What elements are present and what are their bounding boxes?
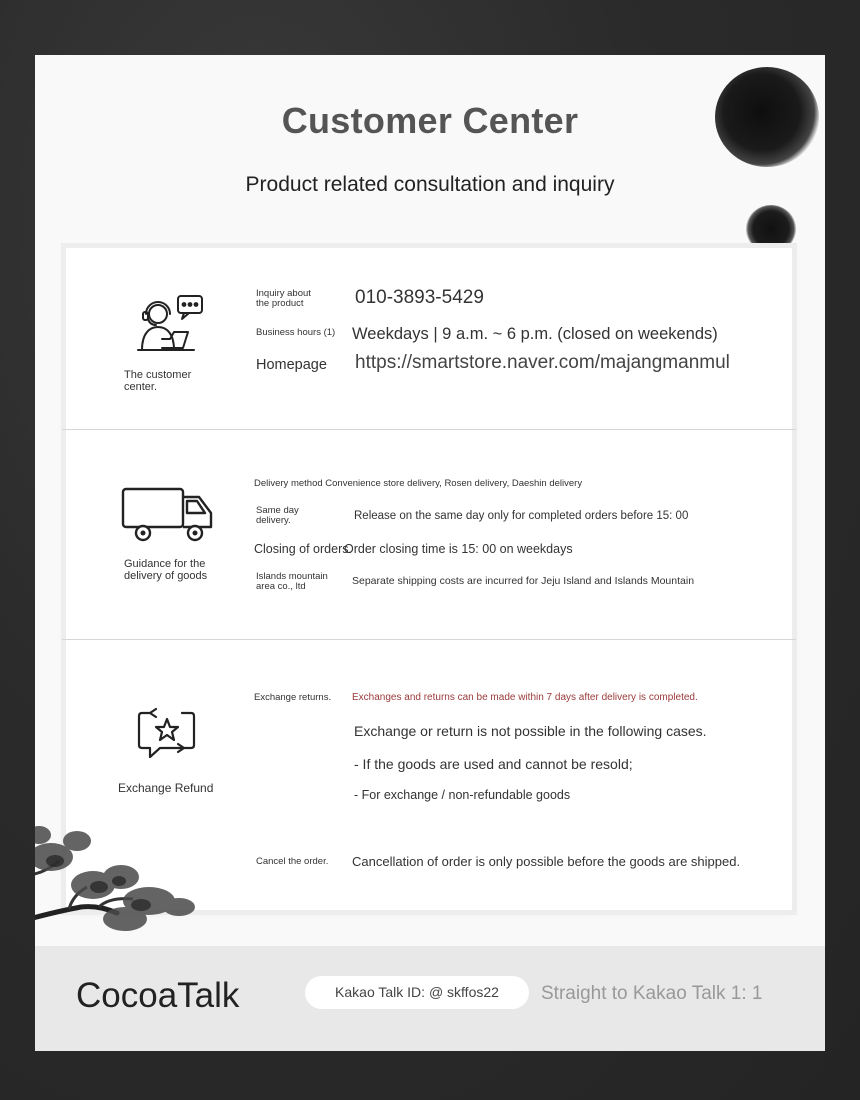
cancel-order-label: Cancel the order.	[256, 856, 329, 867]
same-day-delivery-value: Release on the same day only for completed orders before 15: 00	[354, 510, 689, 522]
page-title: Customer Center	[281, 100, 579, 141]
delivery-truck-icon	[121, 487, 213, 543]
return-exclusion-item: - For exchange / non-refundable goods	[354, 788, 571, 802]
exchange-refund-label: Exchange Refund	[118, 781, 214, 795]
kakao-direct-link[interactable]: Straight to Kakao Talk 1: 1	[541, 983, 763, 1004]
customer-center-label: The customer center.	[124, 369, 192, 393]
section-divider	[62, 429, 796, 430]
islands-area-value: Separate shipping costs are incurred for Jeju Island and Islands Mountain	[352, 575, 695, 587]
business-hours-label: Business hours (1)	[256, 327, 336, 338]
kakao-id-text: Kakao Talk ID: @ skffos22	[335, 984, 499, 1000]
return-exclusion-item: - If the goods are used and cannot be resold;	[354, 756, 633, 772]
exchange-star-icon	[136, 705, 198, 761]
brand-name: CocoaTalk	[76, 976, 240, 1015]
exchange-returns-notice: Exchanges and returns can be made within 7 days after delivery is completed.	[352, 692, 698, 703]
headset-agent-icon	[134, 294, 208, 358]
same-day-delivery-label: Same day delivery.	[256, 505, 299, 526]
pine-branch-decoration	[35, 815, 209, 945]
business-hours-value: Weekdays | 9 a.m. ~ 6 p.m. (closed on weekends)	[352, 325, 718, 343]
customer-center-sheet	[35, 55, 825, 1051]
kakao-id-badge[interactable]	[305, 976, 529, 1009]
footer-bar	[35, 946, 825, 1051]
cancel-order-value: Cancellation of order is only possible before the goods are shipped.	[352, 854, 741, 869]
order-closing-value: Order closing time is 15: 00 on weekdays	[344, 542, 573, 556]
page-subtitle: Product related consultation and inquiry	[245, 173, 615, 196]
section-divider	[62, 639, 796, 640]
info-card	[66, 248, 792, 910]
order-closing-label: Closing of orders.	[254, 542, 352, 556]
homepage-label: Homepage	[256, 357, 327, 373]
return-exclusions-heading: Exchange or return is not possible in the following cases.	[354, 723, 707, 739]
product-inquiry-label: Inquiry about the product	[256, 288, 311, 309]
delivery-method: Delivery method Convenience store delivery, Rosen delivery, Daeshin delivery	[254, 478, 583, 489]
exchange-returns-label: Exchange returns.	[254, 692, 332, 703]
islands-area-label: Islands mountain area co., ltd	[256, 571, 328, 592]
ink-blot-decoration-small	[746, 205, 796, 253]
phone-number[interactable]: 010-3893-5429	[355, 287, 484, 308]
homepage-link[interactable]: https://smartstore.naver.com/majangmanmul	[355, 352, 730, 373]
delivery-guidance-label: Guidance for the delivery of goods	[124, 558, 208, 582]
